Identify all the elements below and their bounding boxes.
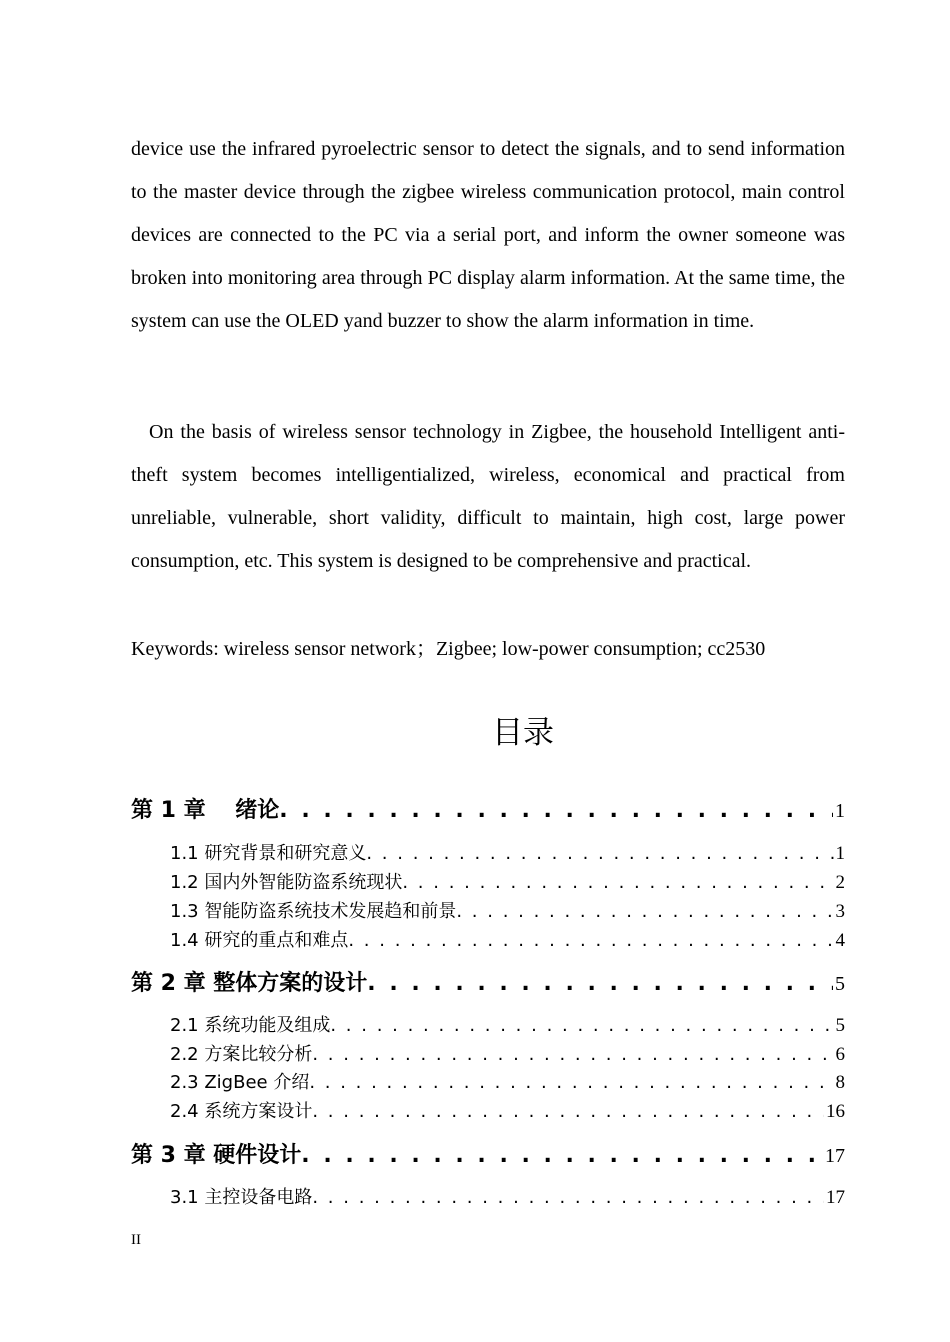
toc-leader-dots xyxy=(367,971,833,996)
toc-entry-label: 1.2 国内外智能防盗系统现状 xyxy=(170,872,403,893)
toc-leader-dots xyxy=(312,1101,824,1122)
toc-section-1-1[interactable] xyxy=(170,839,845,865)
toc-entry-label: 2.1 系统功能及组成 xyxy=(170,1015,331,1036)
toc-section-1-2[interactable] xyxy=(170,868,845,894)
toc-page-number: 1 xyxy=(835,800,845,822)
toc-section-3-1[interactable] xyxy=(170,1183,845,1209)
toc-leader-dots xyxy=(301,1143,823,1168)
toc-page-number: 17 xyxy=(826,1187,845,1208)
toc-leader-dots xyxy=(312,1044,833,1065)
page-number: II xyxy=(131,1232,141,1248)
toc-section-1-3[interactable] xyxy=(170,897,845,923)
toc-leader-dots xyxy=(312,1187,824,1208)
toc-leader-dots xyxy=(402,872,833,893)
toc-page-number: 4 xyxy=(835,930,845,951)
toc-page-number: 3 xyxy=(835,901,845,922)
toc-entry-label: 第 1 章 绪论 xyxy=(131,798,280,823)
toc-entry-label: 1.1 研究背景和研究意义 xyxy=(170,843,367,864)
toc-entry-label: 2.3 ZigBee 介绍 xyxy=(170,1072,310,1093)
toc-entry-label: 第 2 章 整体方案的设计 xyxy=(131,971,368,996)
toc-leader-dots xyxy=(309,1072,833,1093)
toc-page-number: 5 xyxy=(835,1015,845,1036)
abstract-paragraph-2: On the basis of wireless sensor technology in Zigbee, the household Intelligent anti-theft system becomes intelligentialized, wireless, economical and practical from unreliable, vulnerable, short validity, difficult to maintain, high cost, large power consumption, etc. This system is designed to be comprehensive and practical. xyxy=(131,421,845,572)
toc-chapter-3[interactable] xyxy=(131,1138,845,1170)
toc-entry-label: 2.4 系统方案设计 xyxy=(170,1101,313,1122)
toc-page-number: 2 xyxy=(835,872,845,893)
toc-entry-label: 1.4 研究的重点和难点 xyxy=(170,930,349,951)
toc-chapter-1[interactable] xyxy=(131,793,845,825)
toc-entry-label: 1.3 智能防盗系统技术发展趋和前景 xyxy=(170,901,457,922)
toc-page-number: 6 xyxy=(835,1044,845,1065)
toc-section-2-3[interactable] xyxy=(170,1068,845,1094)
toc-page-number: 16 xyxy=(826,1101,845,1122)
toc-entry-label: 第 3 章 硬件设计 xyxy=(131,1143,302,1168)
toc-section-2-2[interactable] xyxy=(170,1040,845,1066)
toc-leader-dots xyxy=(366,843,833,864)
toc-page-number: 17 xyxy=(825,1145,845,1167)
toc-entry-label: 3.1 主控设备电路 xyxy=(170,1187,313,1208)
toc-leader-dots xyxy=(330,1015,833,1036)
keywords-line: Keywords: wireless sensor network；Zigbee; low-power consumption; cc2530 xyxy=(131,638,766,660)
toc-leader-dots xyxy=(348,930,833,951)
toc-page-number: 8 xyxy=(835,1072,845,1093)
toc-entry-label: 2.2 方案比较分析 xyxy=(170,1044,313,1065)
toc-leader-dots xyxy=(456,901,833,922)
toc-leader-dots xyxy=(279,798,833,823)
toc-section-1-4[interactable] xyxy=(170,926,845,952)
abstract-paragraph-1: device use the infrared pyroelectric sensor to detect the signals, and to send information to the master device through the zigbee wireless communication protocol, main control devices are connected to the PC via a serial port, and inform the owner someone was broken into monitoring area through PC display alarm information. At the same time, the system can use the OLED yand buzzer to show the alarm information in time. xyxy=(131,138,845,332)
toc-chapter-2[interactable] xyxy=(131,966,845,998)
toc-page-number: 1 xyxy=(835,843,845,864)
toc-title: 目录 xyxy=(492,715,554,751)
toc-section-2-4[interactable] xyxy=(170,1097,845,1123)
toc-page-number: 5 xyxy=(835,973,845,995)
toc-section-2-1[interactable] xyxy=(170,1011,845,1037)
